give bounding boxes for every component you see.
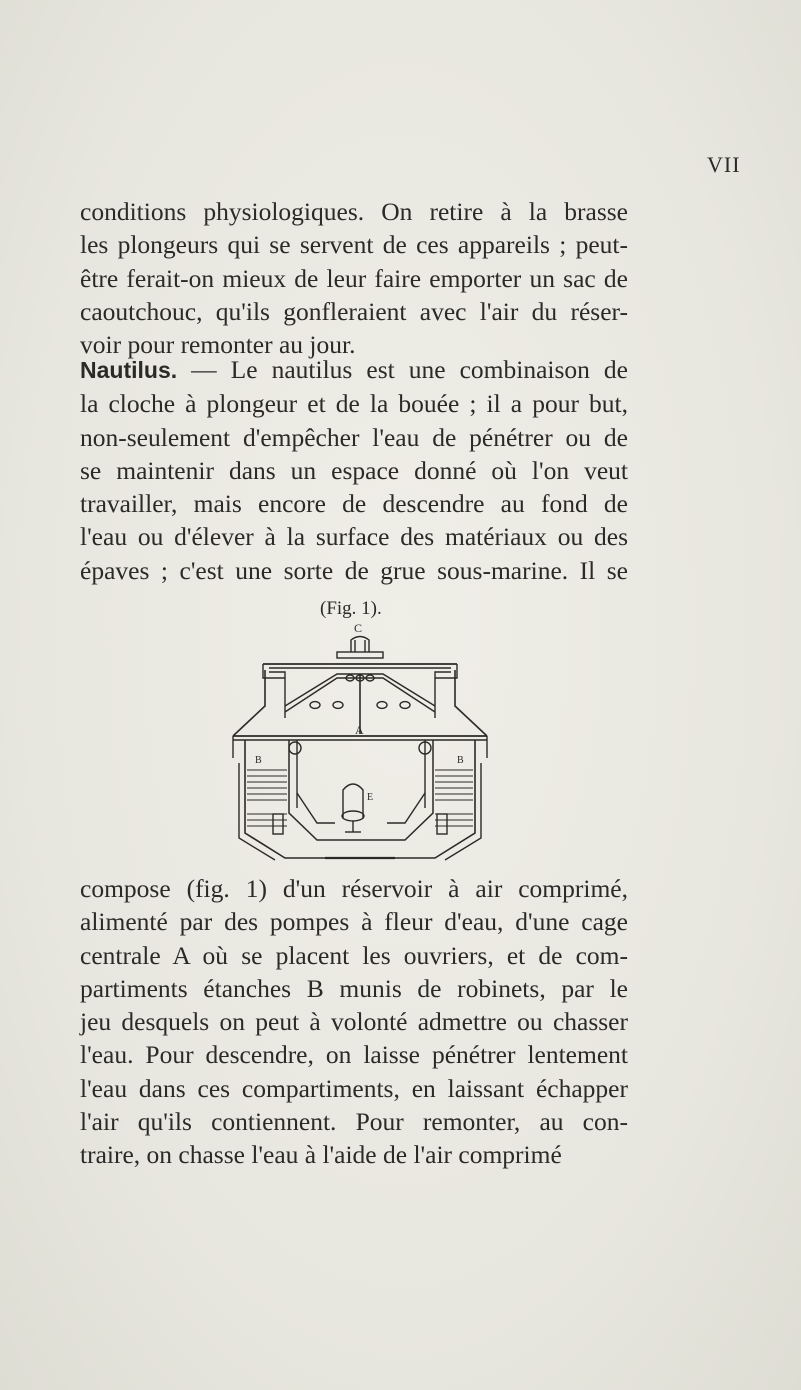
text-line: l'air qu'ils contiennent. Pour remonter, au con- (80, 1107, 628, 1137)
text-line: la cloche à plongeur et de la bouée ; il a pour but, (80, 389, 628, 419)
text-line: caoutchouc, qu'ils gonfleraient avec l'air du réser- (80, 296, 628, 326)
text-line: être ferait-on mieux de leur faire emporter un sac de (80, 263, 628, 293)
paragraph-conditions (80, 195, 628, 361)
paragraph-nautilus (80, 353, 628, 587)
figure-caption: (Fig. 1). (320, 598, 382, 619)
label-a: A (355, 723, 364, 737)
page-number: VII (707, 152, 741, 177)
text-line: centrale A où se placent les ouvriers, et de com- (80, 940, 628, 970)
text-fragment: — Le nautilus est une combinaison de (177, 355, 628, 384)
label-b-right: B (457, 755, 464, 766)
text-line: l'eau ou d'élever à la surface des matériaux ou des (80, 522, 628, 552)
text-line: travailler, mais encore de descendre au fond de (80, 489, 628, 519)
text-line: partiments étanches B munis de robinets, par le (80, 973, 628, 1003)
text-line: traire, on chasse l'eau à l'aide de l'air comprimé (80, 1140, 562, 1170)
label-c: C (354, 621, 363, 635)
section-heading: Nautilus. (80, 357, 178, 383)
text-line: l'eau. Pour descendre, on laisse pénétrer lentement (80, 1040, 628, 1070)
text-line: alimenté par des pompes à fleur d'eau, d'une cage (80, 907, 628, 937)
text-line: compose (fig. 1) d'un réservoir à air comprimé, (80, 874, 628, 903)
text-line (80, 353, 628, 387)
text-line: épaves ; c'est une sorte de grue sous-marine. Il se (80, 555, 628, 585)
text-line: jeu desquels on peut à volonté admettre ou chasser (80, 1007, 628, 1037)
text-line: conditions physiologiques. On retire à la brasse (80, 197, 628, 226)
label-b-left: B (255, 755, 262, 766)
text-line: se maintenir dans un espace donné où l'on veut (80, 455, 628, 485)
nautilus-diagram (225, 618, 495, 863)
text-line: l'eau dans ces compartiments, en laissant échapper (80, 1073, 628, 1103)
label-e: E (367, 792, 374, 803)
text-line: voir pour remonter au jour. (80, 330, 356, 360)
text-line: non-seulement d'empêcher l'eau de pénétrer ou de (80, 422, 628, 452)
text-line: les plongeurs qui se servent de ces appareils ; peut- (80, 230, 628, 260)
paragraph-composition (80, 872, 628, 1172)
